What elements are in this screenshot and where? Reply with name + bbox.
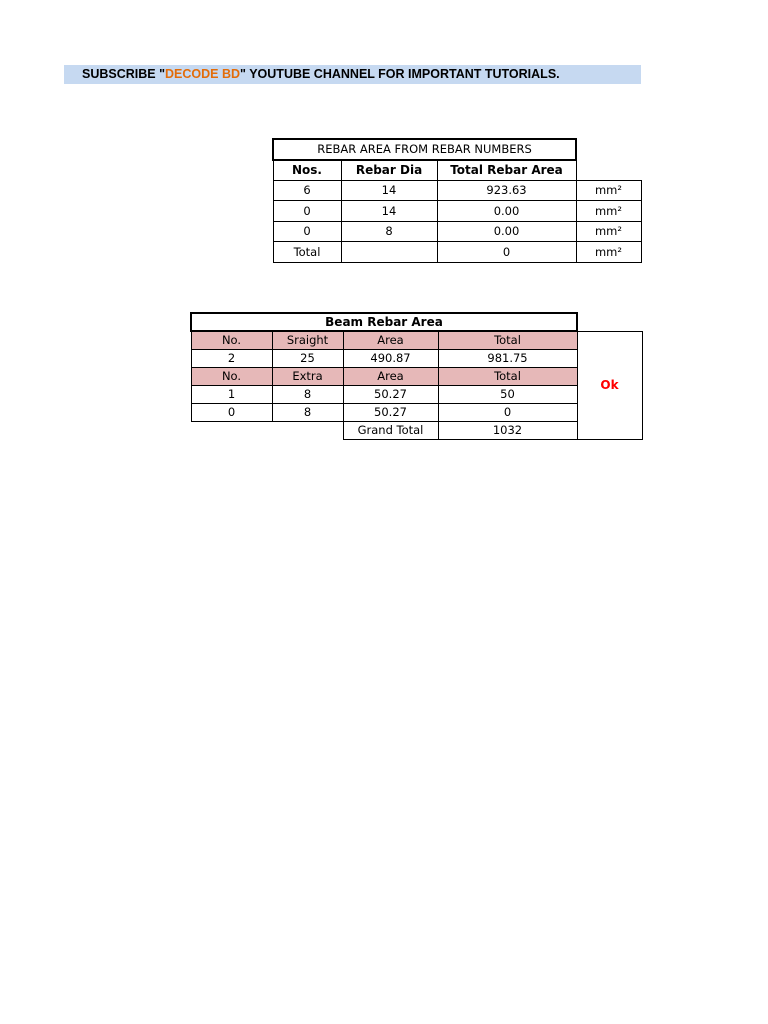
cell-dia[interactable]: 14 — [341, 201, 437, 222]
cell-nos[interactable]: 0 — [273, 221, 341, 242]
table-row — [273, 180, 641, 201]
cell-dia[interactable]: 8 — [341, 221, 437, 242]
cell-total: 50 — [438, 385, 577, 403]
cell-nos[interactable]: 6 — [273, 180, 341, 201]
header-rebar-dia: Rebar Dia — [341, 160, 437, 181]
table-row — [273, 201, 641, 222]
cell-area: 50.27 — [343, 403, 438, 421]
table-row — [273, 221, 641, 242]
banner-suffix: " YOUTUBE CHANNEL FOR IMPORTANT TUTORIALS. — [240, 67, 560, 81]
beam-table-title: Beam Rebar Area — [191, 313, 577, 331]
header-total: Total — [438, 367, 577, 385]
total-row — [273, 242, 641, 263]
cell-area: 0.00 — [437, 221, 576, 242]
cell-unit: mm² — [576, 201, 641, 222]
cell-dia[interactable]: 8 — [272, 385, 343, 403]
header-area: Area — [343, 331, 438, 349]
cell-area: 490.87 — [343, 349, 438, 367]
rebar-table-title: REBAR AREA FROM REBAR NUMBERS — [273, 139, 576, 160]
header-nos: Nos. — [273, 160, 341, 181]
total-unit: mm² — [576, 242, 641, 263]
beam-rebar-table — [190, 312, 643, 440]
header-total-rebar-area: Total Rebar Area — [437, 160, 576, 181]
header-area: Area — [343, 367, 438, 385]
total-dia — [341, 242, 437, 263]
cell-total: 981.75 — [438, 349, 577, 367]
table-row — [191, 385, 642, 403]
cell-area: 50.27 — [343, 385, 438, 403]
header-no: No. — [191, 331, 272, 349]
header-no: No. — [191, 367, 272, 385]
grand-total-label: Grand Total — [343, 421, 438, 439]
cell-no[interactable]: 2 — [191, 349, 272, 367]
grand-total-value: 1032 — [438, 421, 577, 439]
extra-header-row — [191, 367, 642, 385]
cell-unit: mm² — [576, 180, 641, 201]
cell-dia[interactable]: 14 — [341, 180, 437, 201]
table-row — [191, 403, 642, 421]
cell-dia[interactable]: 8 — [272, 403, 343, 421]
cell-nos[interactable]: 0 — [273, 201, 341, 222]
header-total: Total — [438, 331, 577, 349]
subscribe-banner — [64, 65, 641, 84]
total-area: 0 — [437, 242, 576, 263]
rebar-area-table — [272, 138, 642, 263]
table-row — [191, 349, 642, 367]
grand-total-row — [191, 421, 642, 439]
cell-unit: mm² — [576, 221, 641, 242]
cell-dia[interactable]: 25 — [272, 349, 343, 367]
cell-no[interactable]: 0 — [191, 403, 272, 421]
banner-prefix: SUBSCRIBE " — [82, 67, 166, 81]
cell-area: 923.63 — [437, 180, 576, 201]
status-indicator: Ok — [577, 331, 642, 439]
cell-no[interactable]: 1 — [191, 385, 272, 403]
banner-channel-name: DECODE BD — [165, 67, 241, 81]
total-label: Total — [273, 242, 341, 263]
cell-area: 0.00 — [437, 201, 576, 222]
cell-total: 0 — [438, 403, 577, 421]
header-extra: Extra — [272, 367, 343, 385]
header-straight: Sraight — [272, 331, 343, 349]
straight-header-row — [191, 331, 642, 349]
